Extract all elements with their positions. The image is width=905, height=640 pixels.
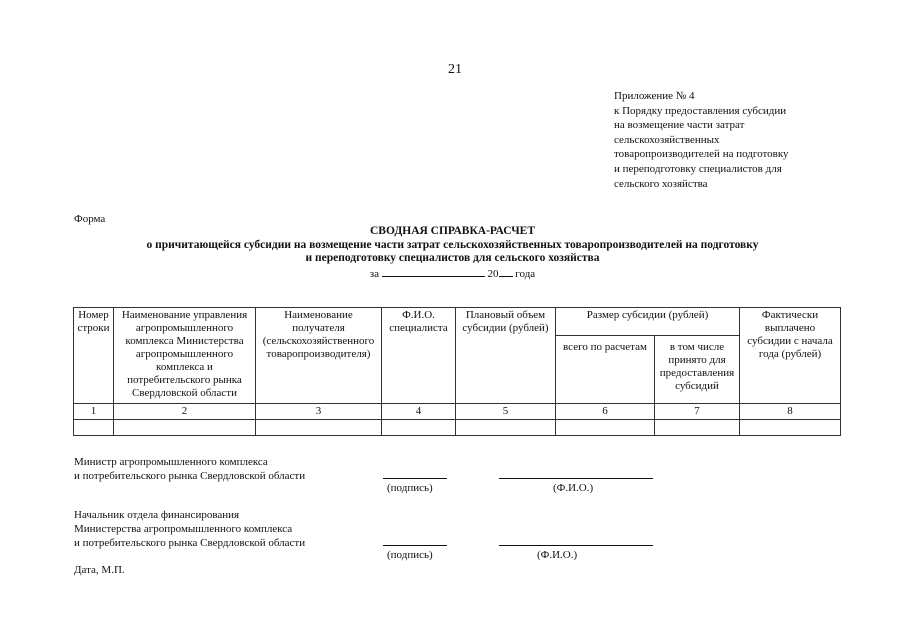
table-row[interactable] xyxy=(74,420,841,436)
empty-cell[interactable] xyxy=(655,420,740,436)
subsidy-table xyxy=(73,307,841,436)
appendix-line: товаропроизводителей на подготовку xyxy=(614,148,789,161)
column-number: 8 xyxy=(740,404,841,420)
page-number: 21 xyxy=(448,62,462,77)
report-period xyxy=(0,266,905,280)
period-blank[interactable] xyxy=(382,266,485,277)
header-planned-amount: Плановый объем субсидии (рублей) xyxy=(456,308,556,404)
column-number: 5 xyxy=(456,404,556,420)
appendix-line: на возмещение части затрат xyxy=(614,119,745,132)
form-label: Форма xyxy=(74,213,106,225)
empty-cell[interactable] xyxy=(382,420,456,436)
year-blank[interactable] xyxy=(499,266,513,277)
header-department: Наименование управления агропромышленного комплекса Министерства агропромышленного комплекса и потребительского рынка Свердловской области xyxy=(114,308,256,404)
period-prefix: за xyxy=(369,268,380,280)
column-number: 3 xyxy=(256,404,382,420)
header-total-calculated: всего по расчетам xyxy=(556,336,655,404)
column-number: 6 xyxy=(556,404,655,420)
empty-cell[interactable] xyxy=(256,420,382,436)
appendix-line: и переподготовку специалистов для xyxy=(614,162,782,175)
signature-line: Министерства агропромышленного комплекса xyxy=(74,523,293,535)
empty-cell[interactable] xyxy=(740,420,841,436)
finance-name-blank[interactable] xyxy=(499,545,653,546)
appendix-line: сельского хозяйства xyxy=(614,177,708,190)
header-specialist: Ф.И.О. специалиста xyxy=(382,308,456,404)
empty-cell[interactable] xyxy=(456,420,556,436)
document-subtitle-line1: о причитающейся субсидии на возмещение части затрат сельскохозяйственных товаропроизводителей на подготовку xyxy=(146,239,759,251)
header-actually-paid: Фактически выплачено субсидии с начала года (рублей) xyxy=(740,308,841,404)
document-title: СВОДНАЯ СПРАВКА-РАСЧЕТ xyxy=(369,225,536,237)
appendix-line: к Порядку предоставления субсидии xyxy=(614,104,787,117)
header-subsidy-size: Размер субсидии (рублей) xyxy=(556,308,740,336)
column-number: 2 xyxy=(114,404,256,420)
appendix-note xyxy=(614,89,824,191)
finance-name-caption: (Ф.И.О.) xyxy=(537,549,578,561)
minister-signature-label xyxy=(74,455,305,483)
signature-line: и потребительского рынка Свердловской области xyxy=(74,537,306,549)
header-recipient: Наименование получателя (сельскохозяйственного товаропроизводителя) xyxy=(256,308,382,404)
minister-name-blank[interactable] xyxy=(499,478,653,479)
period-year-prefix: 20 xyxy=(487,268,499,280)
header-accepted: в том числе принято для предоставления субсидий xyxy=(655,336,740,404)
date-stamp-label: Дата, М.П. xyxy=(74,564,125,576)
appendix-line: сельскохозяйственных xyxy=(614,133,720,146)
minister-name-caption: (Ф.И.О.) xyxy=(553,482,594,494)
empty-cell[interactable] xyxy=(556,420,655,436)
period-suffix: года xyxy=(515,268,536,280)
document-subtitle-line2: и переподготовку специалистов для сельского хозяйства xyxy=(305,252,600,264)
header-row-number: Номер строки xyxy=(74,308,114,404)
column-number: 4 xyxy=(382,404,456,420)
minister-sign-blank[interactable] xyxy=(383,478,447,479)
column-number: 1 xyxy=(74,404,114,420)
minister-sign-caption: (подпись) xyxy=(387,482,433,494)
finance-head-signature-label xyxy=(74,508,305,550)
finance-sign-caption: (подпись) xyxy=(387,549,433,561)
column-number: 7 xyxy=(655,404,740,420)
finance-sign-blank[interactable] xyxy=(383,545,447,546)
empty-cell[interactable] xyxy=(74,420,114,436)
signature-line: и потребительского рынка Свердловской области xyxy=(74,470,306,482)
empty-cell[interactable] xyxy=(114,420,256,436)
appendix-line: Приложение № 4 xyxy=(614,90,695,102)
signature-line: Министр агропромышленного комплекса xyxy=(74,456,268,468)
signature-line: Начальник отдела финансирования xyxy=(74,509,240,521)
